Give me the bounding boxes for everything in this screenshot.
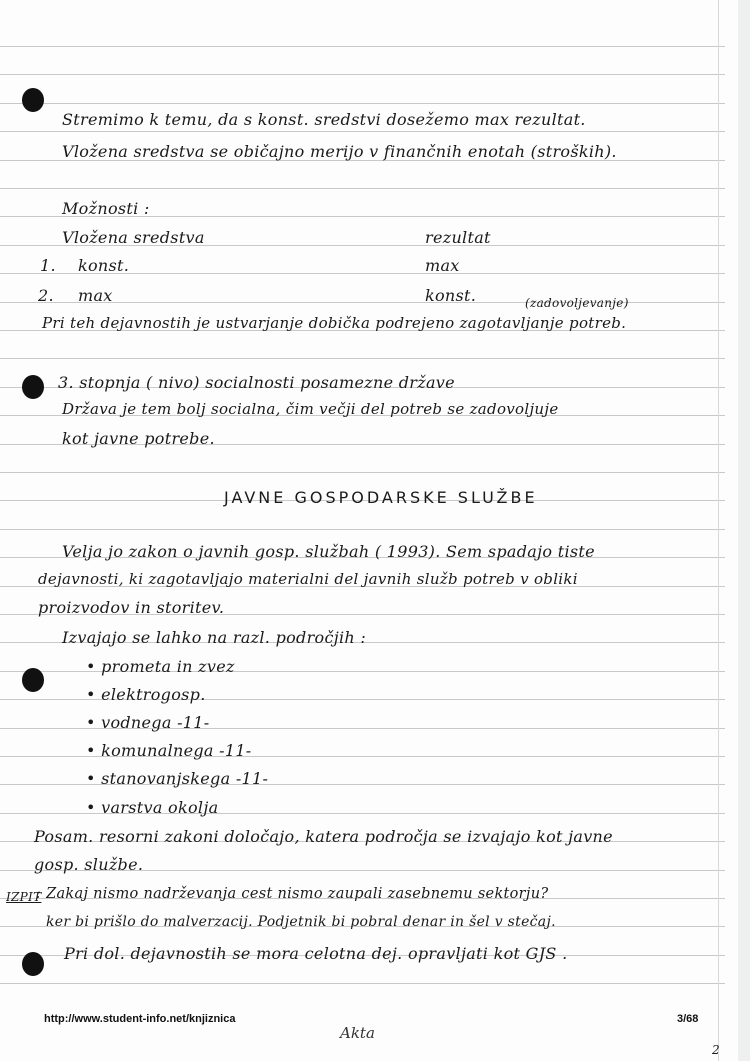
text-line: : Zakaj nismo nadrževanja cest nismo zaupali zasebnemu sektorju? <box>36 886 549 902</box>
text-line: Pri dol. dejavnostih se mora celotna dej. opravljati kot GJS . <box>64 944 568 963</box>
list-item: • prometa in zvez <box>86 657 235 676</box>
text-line: proizvodov in storitev. <box>38 598 225 617</box>
ruled-line <box>0 74 725 75</box>
text-line: Pri teh dejavnostih je ustvarjanje dobička podrejeno zagotavljanje potreb. <box>42 314 627 332</box>
punch-hole <box>22 88 44 112</box>
list-item: • elektrogosp. <box>86 685 206 704</box>
text-line: 3. stopnja ( nivo) socialnosti posamezne države <box>58 373 455 392</box>
text-line: Velja jo zakon o javnih gosp. službah ( 1993). Sem spadajo tiste <box>62 542 595 561</box>
corner-mark: 2 <box>712 1043 720 1057</box>
ruled-line <box>0 983 725 984</box>
list-item: • stanovanjskega -11- <box>86 769 269 788</box>
margin-line <box>718 0 719 1061</box>
column-header: Vložena sredstva <box>62 228 205 247</box>
table-cell: max <box>78 286 113 305</box>
table-cell: max <box>425 256 460 275</box>
ruled-line <box>0 358 725 359</box>
page-number: 3/68 <box>677 1013 699 1025</box>
text-line: Vložena sredstva se običajno merijo v finančnih enotah (stroških). <box>62 142 617 161</box>
list-number: 2. <box>38 286 54 305</box>
column-header: rezultat <box>425 228 491 247</box>
ruled-line <box>0 188 725 189</box>
list-item: • komunalnega -11- <box>86 741 252 760</box>
table-cell: konst. <box>78 256 130 275</box>
text-line: ker bi prišlo do malverzacij. Podjetnik bi pobral denar in šel v stečaj. <box>46 914 556 930</box>
ruled-line <box>0 472 725 473</box>
ruled-line <box>0 529 725 530</box>
akta-logo: Akta <box>340 1024 375 1042</box>
text-line: dejavnosti, ki zagotavljajo materialni del javnih služb potreb v obliki <box>38 570 578 588</box>
footer-url-link[interactable]: http://www.student-info.net/knjiznica <box>44 1013 236 1025</box>
section-title: JAVNE GOSPODARSKE SLUŽBE <box>224 488 538 507</box>
text-line: Izvajajo se lahko na razl. področjih : <box>62 628 367 647</box>
annotation: (zadovoljevanje) <box>525 296 629 310</box>
text-line: kot javne potrebe. <box>62 429 215 448</box>
ruled-line <box>0 103 725 104</box>
text-line: gosp. službe. <box>34 855 144 874</box>
punch-hole <box>22 952 44 976</box>
exam-label: IZPIT <box>6 890 42 904</box>
list-number: 1. <box>40 256 56 275</box>
ruled-line <box>0 131 725 132</box>
list-item: • vodnega -11- <box>86 713 210 732</box>
text-line: Možnosti : <box>62 199 150 218</box>
ruled-line <box>0 46 725 47</box>
punch-hole <box>22 375 44 399</box>
page-edge <box>738 0 750 1061</box>
text-line: Stremimo k temu, da s konst. sredstvi dosežemo max rezultat. <box>62 110 586 129</box>
table-cell: konst. <box>425 286 477 305</box>
list-item: • varstva okolja <box>86 798 219 817</box>
text-line: Država je tem bolj socialna, čim večji del potreb se zadovoljuje <box>62 400 559 418</box>
text-line: Posam. resorni zakoni določajo, katera področja se izvajajo kot javne <box>34 827 613 846</box>
punch-hole <box>22 668 44 692</box>
